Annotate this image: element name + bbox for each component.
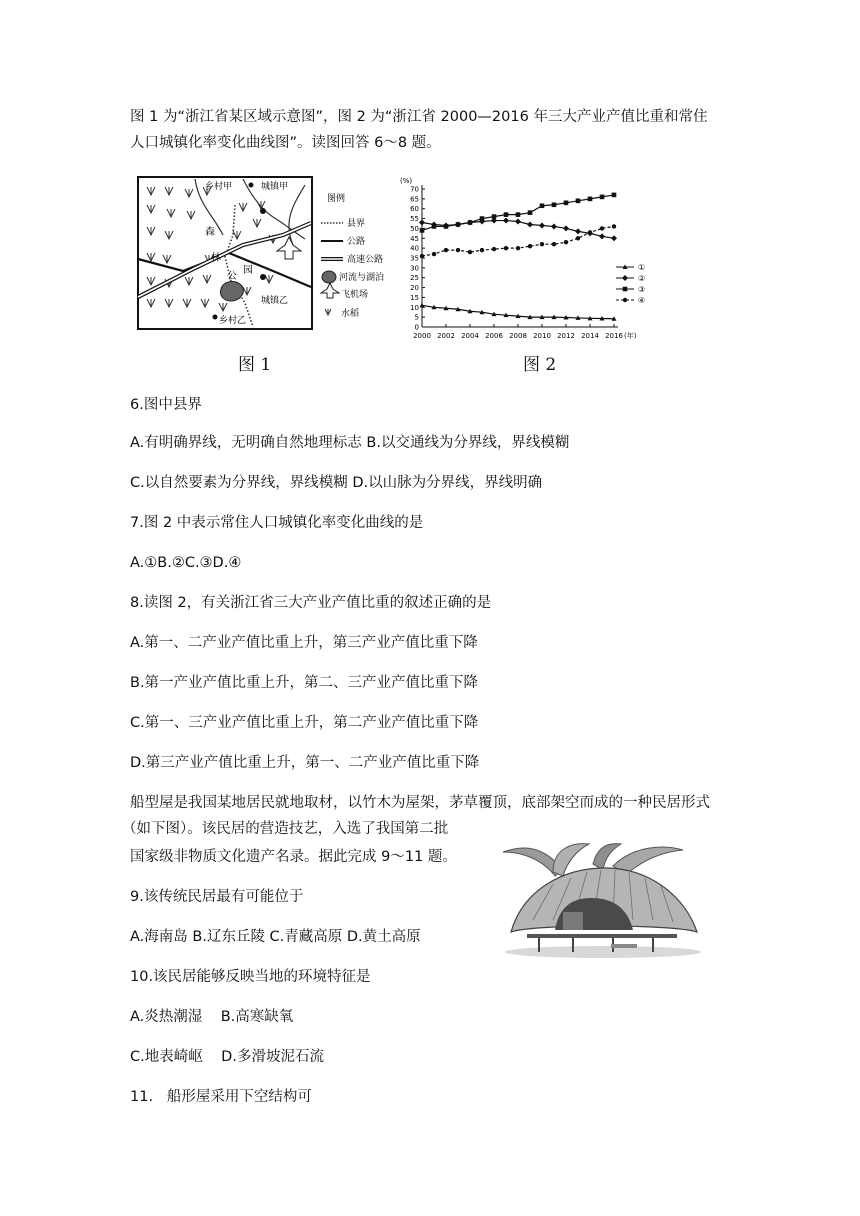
series-point — [600, 226, 604, 230]
legend-label: ④ — [638, 296, 646, 305]
q8-stem: 8.读图 2，有关浙江省三大产业产值比重的叙述正确的是 — [130, 595, 492, 611]
y-tick-label: 50 — [410, 224, 419, 233]
x-tick-label: 2008 — [509, 332, 527, 340]
label-town-b: 城镇乙 — [261, 296, 289, 306]
y-tick-label: 70 — [410, 185, 419, 194]
y-tick-label: 45 — [410, 234, 419, 243]
series-4 — [420, 224, 616, 258]
series-3 — [420, 193, 617, 233]
x-tick-label: 2006 — [485, 332, 503, 340]
passage2-line-3: 国家级非物质文化遗产名录。据此完成 9～11 题。 — [130, 849, 457, 865]
series-point — [575, 228, 581, 234]
legend-title: 图例 — [327, 194, 346, 204]
series-point — [600, 195, 605, 200]
legend-county: 县界 — [347, 219, 366, 229]
series-point — [623, 287, 628, 292]
x-tick-label: 2012 — [557, 332, 575, 340]
q6-options-1: A.有明确界线，无明确自然地理标志 B.以交通线为分界线，界线模糊 — [130, 435, 570, 451]
series-point — [622, 275, 628, 281]
y-tick-label: 60 — [410, 205, 419, 214]
q10-options-2: C.地表崎岖 D.多滑坡泥石流 — [130, 1049, 324, 1065]
legend-item — [616, 274, 645, 283]
figure-1-map — [133, 175, 395, 335]
label-town-a: 城镇甲 — [261, 182, 289, 192]
x-tick-label: 2002 — [437, 332, 455, 340]
y-tick-label: 35 — [410, 254, 419, 263]
y-tick-label: 55 — [410, 215, 419, 224]
lake — [220, 282, 243, 301]
legend-road: 公路 — [347, 237, 366, 247]
series-point — [444, 224, 449, 229]
series-2 — [419, 218, 617, 242]
series-point — [599, 233, 605, 239]
series-point — [432, 224, 437, 229]
series-point — [551, 223, 557, 229]
x-tick-label: 2014 — [581, 332, 599, 340]
series-point — [576, 236, 580, 240]
q11-stem: 11. 船形屋采用下空结构可 — [130, 1089, 312, 1105]
legend-label: ③ — [638, 285, 646, 294]
y-unit-label: (%) — [400, 177, 413, 185]
series-point — [576, 199, 581, 204]
series-point — [492, 214, 497, 219]
y-tick-label: 25 — [410, 274, 419, 283]
series-point — [468, 250, 472, 254]
figure-2-caption: 图 2 — [523, 355, 557, 375]
y-tick-label: 10 — [410, 303, 419, 312]
series-point — [540, 203, 545, 208]
q8-option-b: B.第一产业产值比重上升，第二、三产业产值比重下降 — [130, 675, 479, 691]
series-1 — [420, 303, 617, 321]
series-point — [612, 224, 616, 228]
legend-expressway: 高速公路 — [347, 255, 384, 265]
series-point — [528, 244, 532, 248]
x-tick-label: 2016 — [605, 332, 623, 340]
label-park-2: 园 — [243, 265, 253, 276]
q10-options-1: A.炎热潮湿 B.高寒缺氧 — [130, 1009, 294, 1025]
x-tick-label: 2010 — [533, 332, 551, 340]
series-point — [552, 242, 556, 246]
series-point — [515, 219, 521, 225]
series-point — [611, 235, 617, 241]
legend-rice: 水稻 — [341, 309, 360, 319]
intro-line-2: 人口城镇化率变化曲线图”。读图回答 6～8 题。 — [130, 135, 441, 151]
label-forest-1: 森 — [205, 227, 215, 238]
y-tick-label: 30 — [410, 264, 419, 273]
chart-legend — [616, 263, 645, 305]
legend-item — [616, 296, 645, 305]
legend-river-lake: 河流与湖泊 — [339, 273, 385, 283]
series-point — [588, 197, 593, 202]
passage2-line-2: （如下图）。该民居的营造技艺，入选了我国第二批 — [122, 821, 449, 837]
label-park-1: 公 — [227, 271, 237, 282]
passage2-line-1: 船型屋是我国某地居民就地取材，以竹木为屋架，茅草覆顶，底部架空而成的一种民居形式 — [130, 795, 710, 811]
legend-item — [616, 263, 645, 272]
series-point — [564, 240, 568, 244]
q7-options: A.①B.②C.③D.④ — [130, 555, 242, 571]
series-point — [552, 202, 557, 207]
series-point — [588, 230, 592, 234]
q7-stem: 7.图 2 中表示常住人口城镇化率变化曲线的是 — [130, 515, 424, 531]
legend-label: ① — [638, 263, 646, 272]
intro-line-1: 图 1 为“浙江省某区域示意图”，图 2 为“浙江省 2000—2016 年三大产业产值比重和常住 — [130, 109, 708, 125]
series-point — [504, 246, 508, 250]
label-village-a: 乡村甲 — [205, 182, 233, 192]
series-point — [420, 228, 425, 233]
label-village-b: 乡村乙 — [219, 316, 247, 326]
q6-options-2: C.以自然要素为分界线，界线模糊 D.以山脉为分界线，界线明确 — [130, 475, 543, 491]
series-point — [503, 218, 509, 224]
series-point — [420, 254, 424, 258]
series-line — [422, 226, 614, 256]
figure-2-chart — [398, 175, 743, 345]
y-tick-label: 5 — [414, 313, 419, 322]
legend-airport: 飞机场 — [341, 290, 369, 300]
x-tick-label: 2000 — [413, 332, 431, 340]
x-tick-label: 2004 — [461, 332, 479, 340]
series-point — [456, 222, 461, 227]
series-point — [623, 298, 627, 302]
series-point — [563, 225, 569, 231]
label-forest-2: 林 — [211, 253, 221, 264]
chart-series — [419, 193, 617, 321]
figure-1-legend — [321, 192, 384, 319]
y-tick-label: 15 — [410, 293, 419, 302]
legend-label: ② — [638, 274, 646, 283]
boat-house-image — [493, 840, 705, 960]
figure-1-caption: 图 1 — [238, 355, 272, 375]
series-point — [528, 210, 533, 215]
series-point — [456, 248, 460, 252]
q9-options: A.海南岛 B.辽东丘陵 C.青藏高原 D.黄土高原 — [130, 929, 421, 945]
legend-item — [616, 285, 645, 294]
q8-option-a: A.第一、二产业产值比重上升，第三产业产值比重下降 — [130, 635, 478, 651]
series-point — [480, 216, 485, 221]
series-point — [564, 201, 569, 206]
series-point — [468, 220, 473, 225]
y-tick-label: 65 — [410, 195, 419, 204]
series-point — [612, 193, 617, 198]
x-unit-label: (年) — [624, 332, 637, 340]
y-tick-label: 40 — [410, 244, 419, 253]
series-point — [527, 221, 533, 227]
q8-option-c: C.第一、三产业产值比重上升，第二产业产值比重下降 — [130, 715, 479, 731]
q6-stem: 6.图中县界 — [130, 397, 202, 413]
series-point — [419, 220, 425, 226]
series-point — [480, 248, 484, 252]
series-point — [492, 247, 496, 251]
y-tick-label: 20 — [410, 284, 419, 293]
q8-option-d: D.第三产业产值比重上升，第一、二产业产值比重下降 — [130, 755, 480, 771]
series-point — [444, 248, 448, 252]
series-point — [516, 212, 521, 217]
series-point — [539, 222, 545, 228]
q10-stem: 10.该民居能够反映当地的环境特征是 — [130, 969, 371, 985]
y-tick-label: 0 — [414, 323, 419, 332]
series-point — [504, 212, 509, 217]
series-point — [432, 252, 436, 256]
q9-stem: 9.该传统民居最有可能位于 — [130, 889, 304, 905]
series-point — [540, 242, 544, 246]
series-point — [516, 246, 520, 250]
